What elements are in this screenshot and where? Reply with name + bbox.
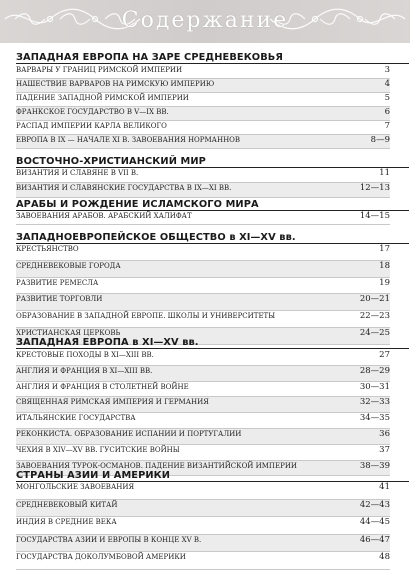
section-heading: ЗАПАДНОЕВРОПЕЙСКОЕ ОБЩЕСТВО в XI—XV вв. [16,232,296,243]
section-heading: ВОСТОЧНО-ХРИСТИАНСКИЙ МИР [16,156,206,167]
toc-entry-title: МОНГОЛЬСКИЕ ЗАВОЕВАНИЯ [16,483,135,491]
toc-entry-title: ЧЕХИЯ В XIV—XV ВВ. ГУСИТСКИЕ ВОЙНЫ [16,445,180,454]
toc-entry-title: КРЕСТОВЫЕ ПОХОДЫ В XI—XIII ВВ. [16,351,154,359]
toc-entry[interactable] [16,482,390,500]
toc-entry-page: 11 [379,168,390,178]
toc-entry[interactable] [16,517,390,535]
toc-entry-title: АНГЛИЯ И ФРАНЦИЯ В XI—XIII ВВ. [16,366,153,375]
toc-entry[interactable] [16,278,390,295]
toc-entry-title: РАЗВИТИЕ РЕМЕСЛА [16,278,99,287]
toc-entry[interactable] [16,79,390,93]
toc-entry-page: 8—9 [370,135,390,145]
toc-entry-title: РАЗВИТИЕ ТОРГОВЛИ [16,295,103,304]
toc-entry-title: ИТАЛЬЯНСКИЕ ГОСУДАРСТВА [16,414,136,423]
toc-entry[interactable] [16,244,390,261]
toc-entry-title: ЗАВОЕВАНИЯ АРАБОВ. АРАБСКИЙ ХАЛИФАТ [16,212,192,220]
toc-entry[interactable] [16,552,390,570]
toc-entry-title: РЕКОНКИСТА. ОБРАЗОВАНИЕ ИСПАНИИ И ПОРТУГАЛИИ [16,430,242,438]
toc-entry-page: 19 [379,277,390,288]
toc-entry[interactable] [16,311,390,328]
toc-entry-page: 3 [384,65,390,75]
section-heading: СТРАНЫ АЗИИ И АМЕРИКИ [16,470,171,481]
toc-entry-page: 42—43 [359,499,390,510]
toc-entry-title: ИНДИЯ В СРЕДНИЕ ВЕКА [16,518,117,527]
section-heading: ЗАПАДНАЯ ЕВРОПА в XI—XV вв. [16,337,199,348]
toc-entry-page: 22—23 [359,311,390,322]
toc-entry-page: 27 [379,350,390,360]
entry-underline [16,197,390,198]
toc-entry-page: 28—29 [359,365,390,376]
toc-entry[interactable] [16,429,390,445]
page-title: Содержание [121,8,289,33]
header-band [0,0,410,43]
toc-entry[interactable] [16,500,390,518]
toc-entry-title: НАШЕСТВИЕ ВАРВАРОВ НА РИМСКУЮ ИМПЕРИЮ [16,80,215,88]
toc-entry-page: 30—31 [359,381,390,392]
toc-entry[interactable] [16,168,390,183]
toc-entry-page: 14—15 [359,211,390,221]
toc-entry[interactable] [16,65,390,79]
toc-entry-page: 44—45 [359,517,390,528]
toc-entry-page: 24—25 [359,328,390,338]
toc-entry-title: ВИЗАНТИЯ И СЛАВЯНЕ В VII В. [16,169,139,177]
toc-entry-title: СВЯЩЕННАЯ РИМСКАЯ ИМПЕРИЯ И ГЕРМАНИЯ [16,398,209,407]
toc-entry-title: РАСПАД ИМПЕРИИ КАРЛА ВЕЛИКОГО [16,122,167,130]
toc-entry[interactable] [16,294,390,311]
entry-underline [16,569,390,570]
toc-entry-page: 37 [379,444,390,455]
toc-entry-title: ОБРАЗОВАНИЕ В ЗАПАДНОЙ ЕВРОПЕ. ШКОЛЫ И УНИВЕРСИТЕТЫ [16,312,276,321]
toc-entry-page: 17 [379,244,390,254]
toc-entry-title: ЗАВОЕВАНИЯ ТУРОК-ОСМАНОВ. ПАДЕНИЕ ВИЗАНТИЙСКОЙ ИМПЕРИИ [16,461,298,470]
toc-entry[interactable] [16,382,390,398]
toc-entry[interactable] [16,93,390,107]
entry-underline [16,224,390,225]
toc-entry-page: 12—13 [359,183,390,193]
toc-entry-page: 32—33 [359,397,390,408]
toc-entry-title: ХРИСТИАНСКАЯ ЦЕРКОВЬ [16,329,121,337]
section-heading: АРАБЫ И РОЖДЕНИЕ ИСЛАМСКОГО МИРА [16,199,259,210]
toc-entry[interactable] [16,107,390,121]
toc-entry[interactable] [16,121,390,135]
toc-entry[interactable] [16,350,390,366]
toc-entry-page: 46—47 [359,534,390,545]
toc-entry-title: ВИЗАНТИЯ И СЛАВЯНСКИЕ ГОСУДАРСТВА В IX—XI ВВ. [16,184,232,192]
section-heading: ЗАПАДНАЯ ЕВРОПА НА ЗАРЕ СРЕДНЕВЕКОВЬЯ [16,52,284,63]
toc-entry-title: ЕВРОПА В IX — НАЧАЛЕ XI В. ЗАВОЕВАНИЯ НОРМАННОВ [16,136,241,144]
toc-entry-title: СРЕДНЕВЕКОВЫЙ КИТАЙ [16,500,118,509]
toc-entry-title: ВАРВАРЫ У ГРАНИЦ РИМСКОЙ ИМПЕРИИ [16,66,183,74]
toc-entry-title: ГОСУДАРСТВА АЗИИ И ЕВРОПЫ В КОНЦЕ XV В. [16,535,202,544]
toc-entry-title: ГОСУДАРСТВА ДОКОЛУМБОВОЙ АМЕРИКИ [16,553,186,562]
toc-entry-page: 38—39 [359,460,390,471]
toc-entry-page: 7 [384,121,390,131]
toc-entry-page: 18 [379,260,390,271]
toc-entry[interactable] [16,366,390,382]
toc-entry[interactable] [16,183,390,198]
toc-entry-page: 20—21 [359,294,390,305]
toc-entry[interactable] [16,413,390,429]
toc-entry-title: ФРАНКСКОЕ ГОСУДАРСТВО В V—IX ВВ. [16,108,169,116]
toc-entry-page: 4 [384,79,390,89]
toc-entry-page: 36 [379,429,390,439]
toc-entry-title: ПАДЕНИЕ ЗАПАДНОЙ РИМСКОЙ ИМПЕРИИ [16,94,189,102]
entry-underline [16,148,390,149]
toc-entry-title: АНГЛИЯ И ФРАНЦИЯ В СТОЛЕТНЕЙ ВОЙНЕ [16,382,189,391]
toc-entry[interactable] [16,445,390,461]
toc-entry-page: 34—35 [359,413,390,424]
toc-entry[interactable] [16,535,390,553]
toc-entry[interactable] [16,135,390,149]
toc-entry[interactable] [16,397,390,413]
toc-entry-page: 6 [384,107,390,117]
toc-entry-title: СРЕДНЕВЕКОВЫЕ ГОРОДА [16,261,121,270]
toc-entry-page: 5 [384,93,390,103]
toc-entry-page: 41 [379,482,390,492]
toc-entry[interactable] [16,211,390,225]
toc-entry-title: КРЕСТЬЯНСТВО [16,245,79,253]
toc-entry[interactable] [16,261,390,278]
toc-entry-page: 48 [379,552,390,563]
